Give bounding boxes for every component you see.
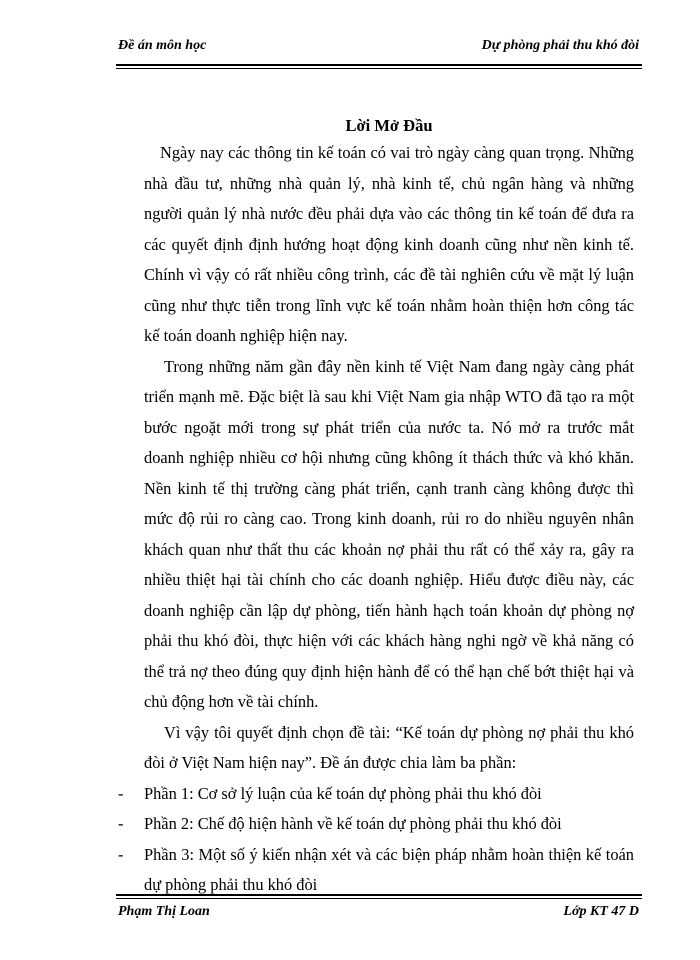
part-3-text: Phần 3: Một số ý kiến nhận xét và các biện pháp nhằm hoàn thiện kế toán dự phòng phải thu khó đòi [144, 844, 634, 894]
parts-list [118, 779, 634, 901]
list-dash: - [118, 783, 124, 803]
part-1-text: Phần 1: Cơ sở lý luận của kế toán dự phòng phải thu khó đòi [144, 783, 542, 803]
paragraph-intro: Ngày nay các thông tin kế toán có vai trò ngày càng quan trọng. Những nhà đầu tư, những nhà quản lý, nhà kinh tế, chủ ngân hàng và những người quản lý nhà nước đều phải dựa vào các thông tin kế toán để đưa ra các quyết định định hướng hoạt động kinh doanh cũng như nền kinh tế. Chính vì vậy có rất nhiều công trình, các đề tài nghiên cứu về mặt lý luận cũng như thực tiễn trong lĩnh vực kế toán nhằm hoàn thiện hơn công tác kế toán doanh nghiệp hiện nay. [144, 143, 634, 345]
paragraph-context: Trong những năm gần đây nền kinh tế Việt Nam đang ngày càng phát triển mạnh mẽ. Đặc biệt là sau khi Việt Nam gia nhập WTO đã tạo ra một bước ngoặt mới trong sự phát triển của nước ta. Nó mở ra trước mắt doanh nghiệp nhiều cơ hội nhưng cũng không ít thách thức và khó khăn. Nền kinh tế thị trường càng phát triển, cạnh tranh càng không được thì mức độ rủi ro càng cao. Trong kinh doanh, rủi ro do nhiều nguyên nhân khách quan như thất thu các khoản nợ phải thu rất có thể xảy ra, gây ra nhiều thiệt hại tài chính cho các doanh nghiệp. Hiểu được điều này, các doanh nghiệp cần lập dự phòng, tiến hành hạch toán khoản dự phòng nợ phải thu khó đòi, thực hiện với các khách hàng nghi ngờ về khả năng có thể trả nợ theo đúng quy định hiện hành để có thể hạn chế bớt thiệt hại và chủ động hơn về tài chính. [144, 356, 634, 711]
header-divider [116, 64, 642, 69]
footer-divider [116, 894, 642, 899]
list-item [118, 809, 634, 840]
document-body [118, 116, 634, 901]
document-title: Lời Mở Đầu [345, 116, 433, 135]
footer-author: Phạm Thị Loan [118, 904, 210, 919]
list-dash: - [118, 844, 124, 864]
part-2-text: Phần 2: Chế độ hiện hành về kế toán dự phòng phải thu khó đòi [144, 814, 562, 833]
list-item [118, 840, 634, 901]
paragraph-topic: Vì vậy tôi quyết định chọn đề tài: “Kế toán dự phòng nợ phải thu khó đòi ở Việt Nam hiện nay”. Đề án được chia làm ba phần: [144, 722, 634, 772]
list-item [118, 779, 634, 810]
list-dash: - [118, 814, 124, 833]
header-topic-label: Dự phòng phải thu khó đòi [481, 38, 639, 53]
header-course-label: Đề án môn học [118, 38, 207, 53]
footer-class: Lớp KT 47 D [563, 904, 639, 919]
